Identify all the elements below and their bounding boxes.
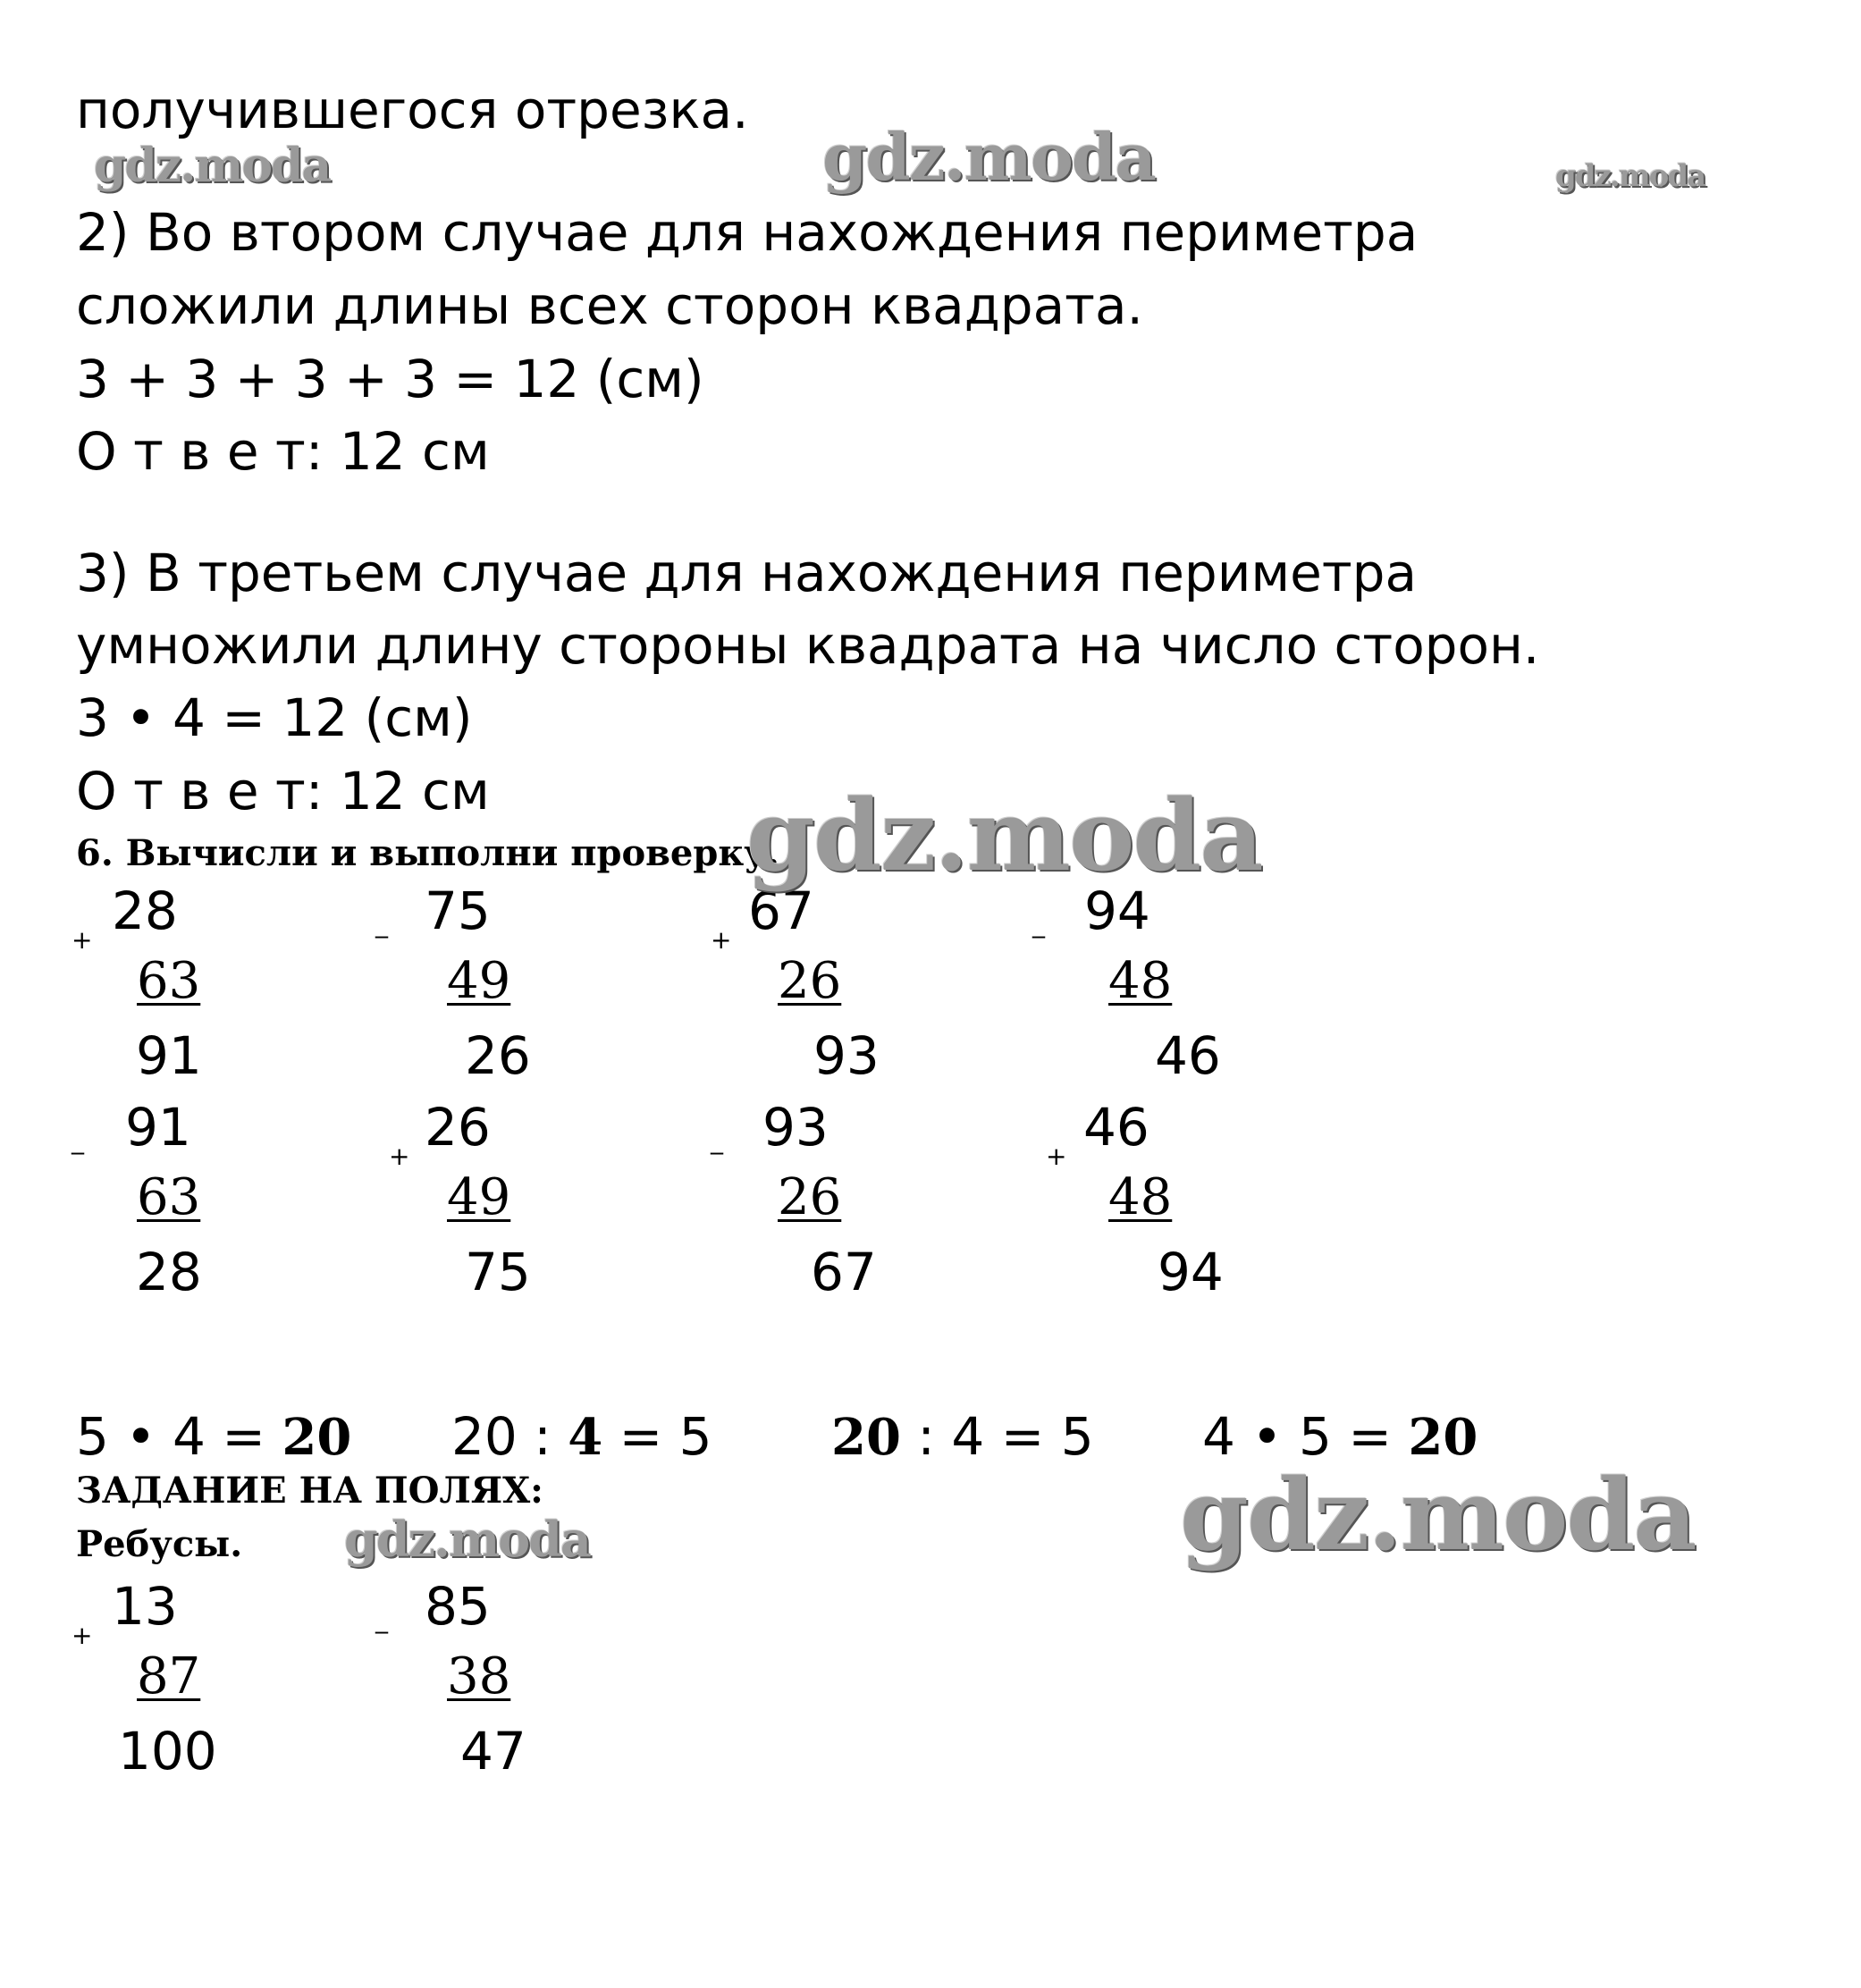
operator: + <box>1046 1141 1067 1171</box>
column-calc <box>1032 880 1301 1117</box>
operator: _ <box>375 909 388 939</box>
result: 100 <box>118 1721 217 1782</box>
operand-b: 49 <box>447 952 511 1010</box>
watermark: gdz.moda <box>1555 158 1705 194</box>
equation-1: 5 • 4 = 20 <box>76 1406 352 1467</box>
result: 94 <box>1158 1242 1224 1302</box>
operand-a: 28 <box>112 880 178 941</box>
equation-sum: 3 + 3 + 3 + 3 = 12 (см) <box>76 349 704 409</box>
operand-a: 93 <box>762 1097 829 1158</box>
operand-b: 87 <box>137 1647 201 1706</box>
equation-2: 20 : 4 = 5 <box>451 1406 712 1467</box>
operand-b: 49 <box>447 1168 511 1226</box>
operator: + <box>389 1141 410 1171</box>
watermark: gdz.moda <box>1180 1457 1696 1572</box>
result: 47 <box>460 1721 526 1782</box>
rebus-column <box>375 1576 644 1813</box>
text-line-6: 3) В третьем случае для нахождения периметра <box>76 543 1417 603</box>
operand-a: 26 <box>425 1097 491 1158</box>
column-calc <box>375 880 644 1117</box>
operator: _ <box>711 1125 723 1155</box>
equation-product: 3 • 4 = 12 (см) <box>76 687 473 748</box>
operator: + <box>72 925 93 955</box>
operand-b: 48 <box>1108 1168 1173 1226</box>
answer-2: О т в е т: 12 см <box>76 761 490 821</box>
operand-a: 91 <box>125 1097 191 1158</box>
task-6-heading: 6. Вычисли и выполни проверку. <box>76 832 779 874</box>
watermark: gdz.moda <box>746 778 1262 893</box>
result: 67 <box>811 1242 877 1302</box>
operand-b: 48 <box>1108 952 1173 1010</box>
text-line-1: получившегося отрезка. <box>76 80 749 140</box>
operand-b: 26 <box>778 952 842 1010</box>
column-check <box>711 1097 979 1334</box>
operator: _ <box>72 1125 84 1155</box>
operand-b: 26 <box>778 1168 842 1226</box>
operand-a: 13 <box>112 1576 178 1637</box>
watermark: gdz.moda <box>344 1511 590 1568</box>
result: 91 <box>136 1025 202 1086</box>
watermark: gdz.moda <box>94 139 331 193</box>
equation-4: 4 • 5 = 20 <box>1202 1406 1478 1467</box>
operand-a: 94 <box>1084 880 1150 941</box>
operand-a: 85 <box>425 1576 491 1637</box>
result: 46 <box>1155 1025 1221 1086</box>
equation-3: 20 : 4 = 5 <box>831 1406 1094 1467</box>
column-calc <box>711 880 979 1117</box>
operand-b: 38 <box>447 1647 511 1706</box>
text-line-2: 2) Во втором случае для нахождения периметра <box>76 202 1419 263</box>
result: 26 <box>465 1025 531 1086</box>
operator: + <box>711 925 732 955</box>
margin-task-heading: ЗАДАНИЕ НА ПОЛЯХ: <box>76 1470 543 1512</box>
column-calc <box>72 880 340 1117</box>
operand-a: 75 <box>425 880 491 941</box>
rebus-column <box>72 1576 340 1813</box>
operand-a: 46 <box>1083 1097 1149 1158</box>
column-check <box>389 1097 657 1334</box>
operand-b: 63 <box>137 952 201 1010</box>
operator: _ <box>1032 909 1045 939</box>
text-line-3: сложили длины всех сторон квадрата. <box>76 275 1143 336</box>
column-check <box>1046 1097 1314 1334</box>
operator: _ <box>375 1605 388 1634</box>
operand-a: 67 <box>748 880 814 941</box>
text-line-7: умножили длину стороны квадрата на число сторон. <box>76 615 1540 676</box>
result: 28 <box>136 1242 202 1302</box>
operand-b: 63 <box>137 1168 201 1226</box>
watermark: gdz.moda <box>822 119 1155 195</box>
answer-1: О т в е т: 12 см <box>76 421 490 482</box>
result: 93 <box>813 1025 880 1086</box>
operator: + <box>72 1621 93 1650</box>
column-check <box>72 1097 340 1334</box>
result: 75 <box>465 1242 531 1302</box>
rebuses-heading: Ребусы. <box>76 1523 243 1565</box>
